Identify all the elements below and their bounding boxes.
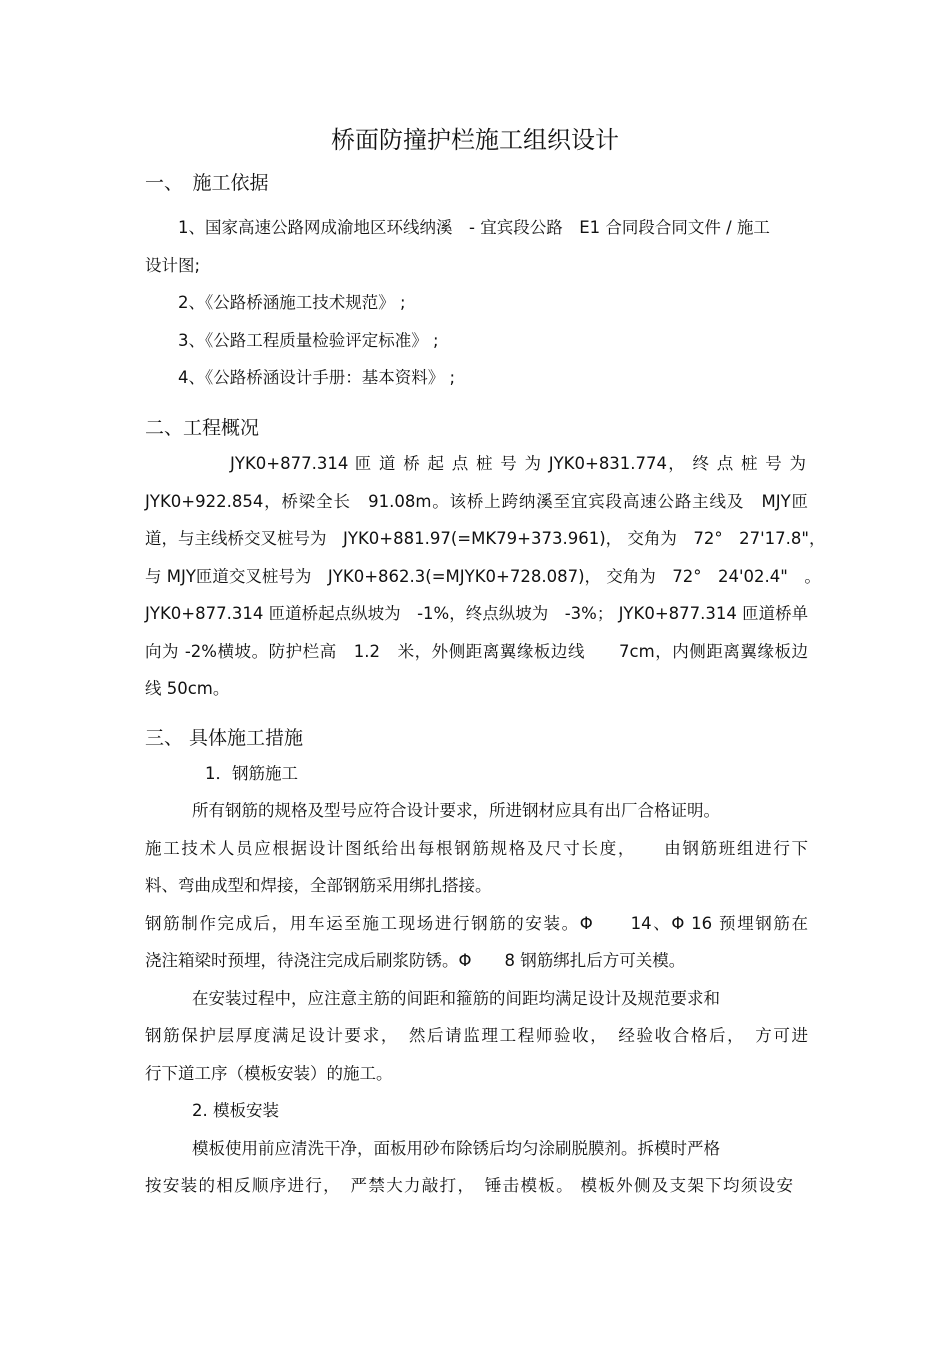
section1-heading: 一、 施工依据 — [145, 172, 269, 194]
section2-line-2: JYK0+922.854，桥梁全长 91.08m。该桥上跨纳溪至宜宾段高速公路主线及 MJY匝 — [145, 492, 808, 511]
section1-item-3: 3、《公路工程质量检验评定标准》 ; — [178, 331, 439, 350]
rebar-line-2: 施工技术人员应根据设计图纸给出每根钢筋规格及尺寸长度， 由钢筋班组进行下 — [145, 839, 808, 858]
subsection-formwork: 2. 模板安装 — [192, 1101, 279, 1120]
rebar-line-3: 料、弯曲成型和焊接，全部钢筋采用绑扎搭接。 — [145, 876, 492, 895]
section2-line-6: 向为 -2%横坡。防护栏高 1.2 米，外侧距离翼缘板边线 7cm，内侧距离翼缘板边 — [145, 642, 808, 661]
rebar-line-4: 钢筋制作完成后，用车运至施工现场进行钢筋的安装。Φ 14、Φ 16 预埋钢筋在 — [145, 914, 808, 933]
section2-heading: 二、工程概况 — [145, 417, 260, 439]
document-title: 桥面防撞护栏施工组织设计 — [331, 126, 619, 154]
section1-item-2: 2、《公路桥涵施工技术规范》 ; — [178, 293, 406, 312]
section2-line-3: 道，与主线桥交叉桩号为 JYK0+881.97(=MK79+373.961)， 交角为 72° 27'17.8"， — [145, 529, 826, 548]
section2-line-4: 与 MJY匝道交叉桩号为 JYK0+862.3(=MJYK0+728.087)， 交角为 72° 24'02.4" 。 — [145, 567, 821, 586]
section1-item-1-cont: 设计图; — [145, 256, 201, 275]
rebar-line-6: 在安装过程中，应注意主筋的间距和箍筋的间距均满足设计及规范要求和 — [192, 989, 720, 1008]
section1-item-4: 4、《公路桥涵设计手册：基本资料》 ; — [178, 368, 456, 387]
section2-line-1: JYK0+877.314 匝 道 桥 起 点 桩 号 为 JYK0+831.774， 终 点 桩 号 为 — [230, 454, 806, 473]
rebar-line-7: 钢筋保护层厚度满足设计要求， 然后请监理工程师验收， 经验收合格后， 方可进 — [145, 1026, 808, 1045]
section2-line-7: 线 50cm。 — [145, 679, 230, 698]
formwork-line-1: 模板使用前应清洗干净，面板用砂布除锈后均匀涂刷脱膜剂。拆模时严格 — [192, 1139, 720, 1158]
rebar-line-5: 浇注箱梁时预埋，待浇注完成后刷浆防锈。Φ 8 钢筋绑扎后方可关模。 — [145, 951, 686, 970]
section2-line-5: JYK0+877.314 匝道桥起点纵坡为 -1%，终点纵坡为 -3%； JYK0+877.314 匝道桥单 — [145, 604, 809, 623]
rebar-line-1: 所有钢筋的规格及型号应符合设计要求，所进钢材应具有出厂合格证明。 — [192, 801, 720, 820]
subsection-rebar: 1．钢筋施工 — [205, 764, 298, 783]
section1-item-1: 1、国家高速公路网成渝地区环线纳溪 - 宜宾段公路 E1 合同段合同文件 / 施工 — [178, 218, 770, 237]
rebar-line-8: 行下道工序（模板安装）的施工。 — [145, 1064, 393, 1083]
formwork-line-2: 按安装的相反顺序进行， 严禁大力敲打， 锤击模板。 模板外侧及支架下均须设安 — [145, 1176, 793, 1195]
section3-heading: 三、 具体施工措施 — [145, 727, 304, 749]
